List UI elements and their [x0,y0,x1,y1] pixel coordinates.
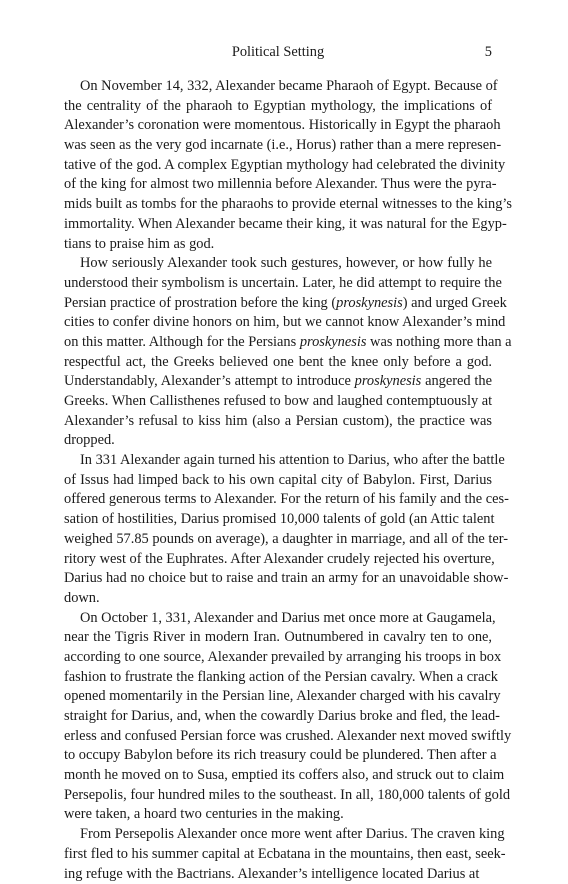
text-line [64,825,492,845]
text-run: to occupy Babylon before its rich treasury could be plundered. Then after a [64,747,497,763]
text-run: Alexander’s refusal to kiss him (also a Persian custom), the practice was [64,413,492,429]
text-run: month he moved on to Susa, emptied its coffers also, and struck out to claim [64,767,504,783]
text-line [64,431,492,451]
text-run: understood their symbolism is uncertain. Later, he did attempt to require the [64,275,502,291]
paragraph [64,254,492,451]
text-run: was seen as the very god incarnate (i.e., Horus) rather than a mere represen- [64,137,501,153]
text-line [64,294,492,314]
text-run: sation of hostilities, Darius promised 10,000 talents of gold (an Attic talent [64,511,494,527]
paragraph [64,451,492,609]
text-run: respectful act, the Greeks believed one bent the knee only before a god. [64,354,492,370]
text-line [64,687,492,707]
text-line [64,235,492,255]
text-run: On November 14, 332, Alexander became Pharaoh of Egypt. Because of [80,78,498,94]
text-run: near the Tigris River in modern Iran. Outnumbered in cavalry ten to one, [64,629,492,645]
paragraph [64,609,492,826]
text-run: ) and urged Greek [403,295,507,311]
text-run: Persepolis, four hundred miles to the southeast. In all, 180,000 talents of gold [64,787,510,803]
text-line [64,786,492,806]
text-run: of Issus had limped back to his own capital city of Babylon. First, Darius [64,472,492,488]
text-run: immortality. When Alexander became their king, it was natural for the Egyp- [64,216,507,232]
text-run: On October 1, 331, Alexander and Darius met once more at Gaugamela, [80,610,496,626]
text-run: ing refuge with the Bactrians. Alexander’s intelligence located Darius at [64,866,479,882]
text-run: down. [64,590,100,606]
text-line [64,746,492,766]
text-line [64,254,492,274]
text-line [64,77,492,97]
text-run: the centrality of the pharaoh to Egyptian mythology, the implications of [64,98,492,114]
text-line [64,727,492,747]
text-line [64,175,492,195]
text-line [64,845,492,865]
text-run: offered generous terms to Alexander. For the return of his family and the ces- [64,491,509,507]
text-line [64,353,492,373]
text-run: angered the [421,373,492,389]
text-run: on this matter. Although for the Persians [64,334,300,350]
text-run: Persian practice of prostration before the king ( [64,295,336,311]
text-line [64,865,492,884]
text-line [64,648,492,668]
text-line [64,333,492,353]
text-run: cities to confer divine honors on him, but we cannot know Alexander’s mind [64,314,505,330]
text-line [64,136,492,156]
text-line [64,609,492,629]
italic-term: proskynesis [355,373,422,389]
italic-term: proskynesis [300,334,367,350]
text-line [64,668,492,688]
text-line [64,195,492,215]
text-run: mids built as tombs for the pharaohs to provide eternal witnesses to the king’s [64,196,512,212]
text-line [64,707,492,727]
text-line [64,569,492,589]
body-text [64,77,492,884]
page-header [64,44,492,64]
text-run: were taken, a hoard two centuries in the making. [64,806,344,822]
text-line [64,274,492,294]
text-run: according to one source, Alexander prevailed by arranging his troops in box [64,649,501,665]
text-line [64,451,492,471]
text-line [64,510,492,530]
text-run: straight for Darius, and, when the cowardly Darius broke and fled, the lead- [64,708,500,724]
text-run: first fled to his summer capital at Ecbatana in the mountains, then east, seek- [64,846,506,862]
text-run: of the king for almost two millennia before Alexander. Thus were the pyra- [64,176,497,192]
text-run: ritory west of the Euphrates. After Alexander crudely rejected his overture, [64,551,495,567]
text-line [64,412,492,432]
text-run: From Persepolis Alexander once more went after Darius. The craven king [80,826,505,842]
text-line [64,550,492,570]
paragraph [64,77,492,254]
text-run: tative of the god. A complex Egyptian mythology had celebrated the divinity [64,157,505,173]
text-run: Darius had no choice but to raise and train an army for an unavoidable show- [64,570,508,586]
text-run: Greeks. When Callisthenes refused to bow and laughed contemptuously at [64,393,492,409]
text-line [64,766,492,786]
text-run: erless and confused Persian force was crushed. Alexander next moved swiftly [64,728,511,744]
page-number: 5 [485,44,492,61]
text-line [64,156,492,176]
text-run: tians to praise him as god. [64,236,214,252]
text-line [64,490,492,510]
paragraph [64,825,492,884]
text-line [64,392,492,412]
text-run: In 331 Alexander again turned his attention to Darius, who after the battle [80,452,505,468]
text-run: How seriously Alexander took such gestures, however, or how fully he [80,255,492,271]
text-run: fashion to frustrate the flanking action of the Persian cavalry. When a crack [64,669,498,685]
text-run: weighed 57.85 pounds on average), a daughter in marriage, and all of the ter- [64,531,508,547]
running-head: Political Setting [64,44,492,61]
text-run: Alexander’s coronation were momentous. Historically in Egypt the pharaoh [64,117,501,133]
italic-term: proskynesis [336,295,403,311]
text-line [64,372,492,392]
text-line [64,313,492,333]
text-line [64,805,492,825]
text-line [64,116,492,136]
text-line [64,471,492,491]
text-line [64,530,492,550]
text-run: opened momentarily in the Persian line, Alexander charged with his cavalry [64,688,501,704]
text-run: Understandably, Alexander’s attempt to introduce [64,373,355,389]
text-run: was nothing more than a [366,334,511,350]
text-line [64,215,492,235]
text-line [64,589,492,609]
text-run: dropped. [64,432,115,448]
text-line [64,628,492,648]
text-line [64,97,492,117]
